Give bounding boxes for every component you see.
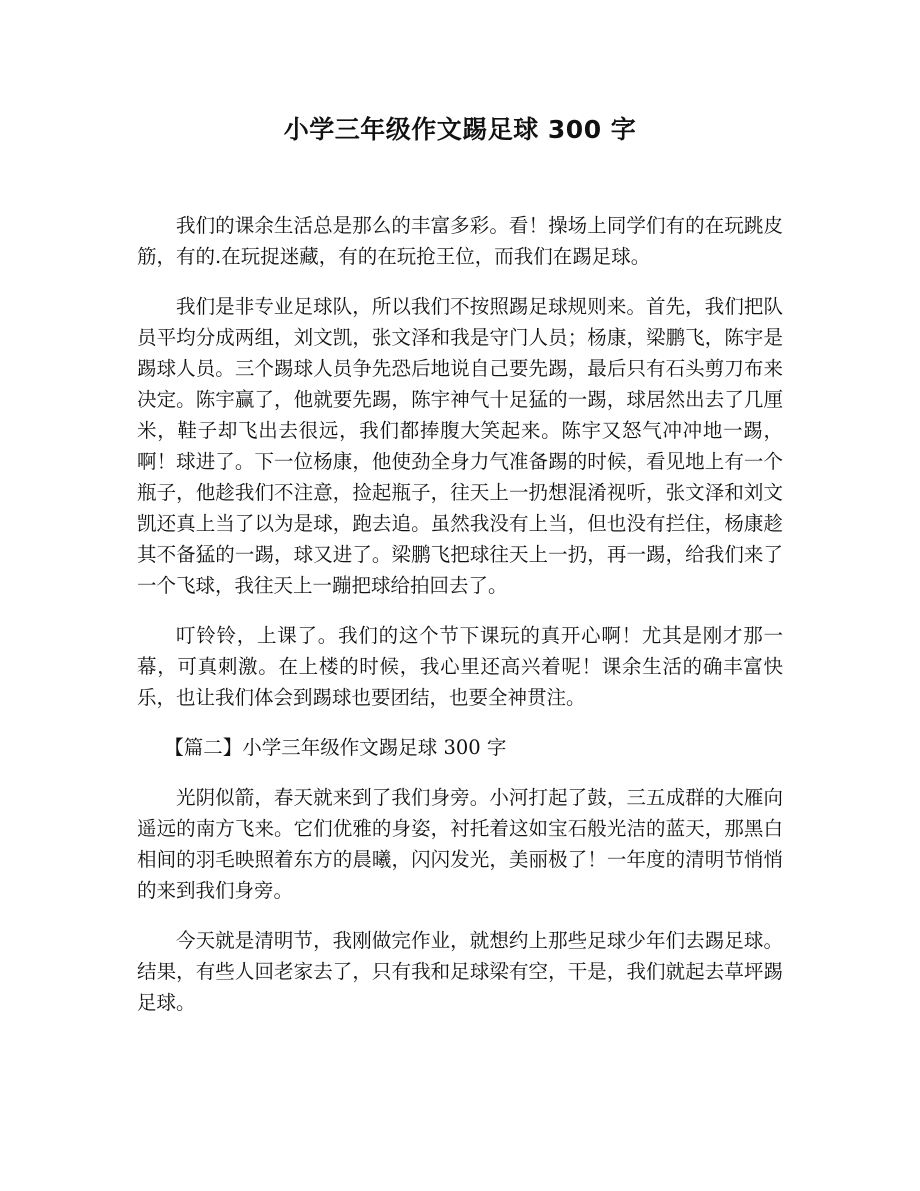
document-title: 小学三年级作文踢足球 300 字 bbox=[283, 115, 637, 144]
document-body bbox=[137, 210, 783, 1037]
section-heading: 【篇二】小学三年级作文踢足球 300 字 bbox=[164, 736, 507, 759]
paragraph: 光阴似箭，春天就来到了我们身旁。小河打起了鼓，三五成群的大雁向遥远的南方飞来。它们优雅的身姿，衬托着这如宝石般光洁的蓝天，那黑白相间的羽毛映照着东方的晨曦，闪闪发光，美丽极了！一年度的清明节悄悄的来到我们身旁。 bbox=[137, 786, 783, 902]
paragraph: 叮铃铃，上课了。我们的这个节下课玩的真开心啊！尤其是刚才那一幕，可真刺激。在上楼的时候，我心里还高兴着呢！课余生活的确丰富快乐，也让我们体会到踢球也要团结，也要全神贯注。 bbox=[137, 624, 783, 709]
paragraph: 我们的课余生活总是那么的丰富多彩。看！操场上同学们有的在玩跳皮筋，有的.在玩捉迷藏，有的在玩抢王位，而我们在踢足球。 bbox=[137, 214, 783, 268]
paragraph: 今天就是清明节，我刚做完作业，就想约上那些足球少年们去踢足球。结果，有些人回老家去了，只有我和足球梁有空，干是，我们就起去草坪踢足球。 bbox=[137, 929, 783, 1014]
paragraph: 我们是非专业足球队，所以我们不按照踢足球规则来。首先，我们把队员平均分成两组，刘文凯，张文泽和我是守门人员；杨康，梁鹏飞，陈宇是踢球人员。三个踢球人员争先恐后地说自己要先踢，最后只有石头剪刀布来决定。陈宇赢了，他就要先踢，陈宇神气十足猛的一踢，球居然出去了几厘米，鞋子却飞出去很远，我们都捧腹大笑起来。陈宇又怒气冲冲地一踢，啊！球进了。下一位杨康，他使劲全身力气准备踢的时候，看见地上有一个瓶子，他趁我们不注意，捡起瓶子，往天上一扔想混淆视听，张文泽和刘文凯还真上当了以为是球，跑去追。虽然我没有上当，但也没有拦住，杨康趁其不备猛的一踢，球又进了。梁鹏飞把球往天上一扔，再一踢，给我们来了一个飞球，我往天上一蹦把球给拍回去了。 bbox=[137, 295, 783, 597]
